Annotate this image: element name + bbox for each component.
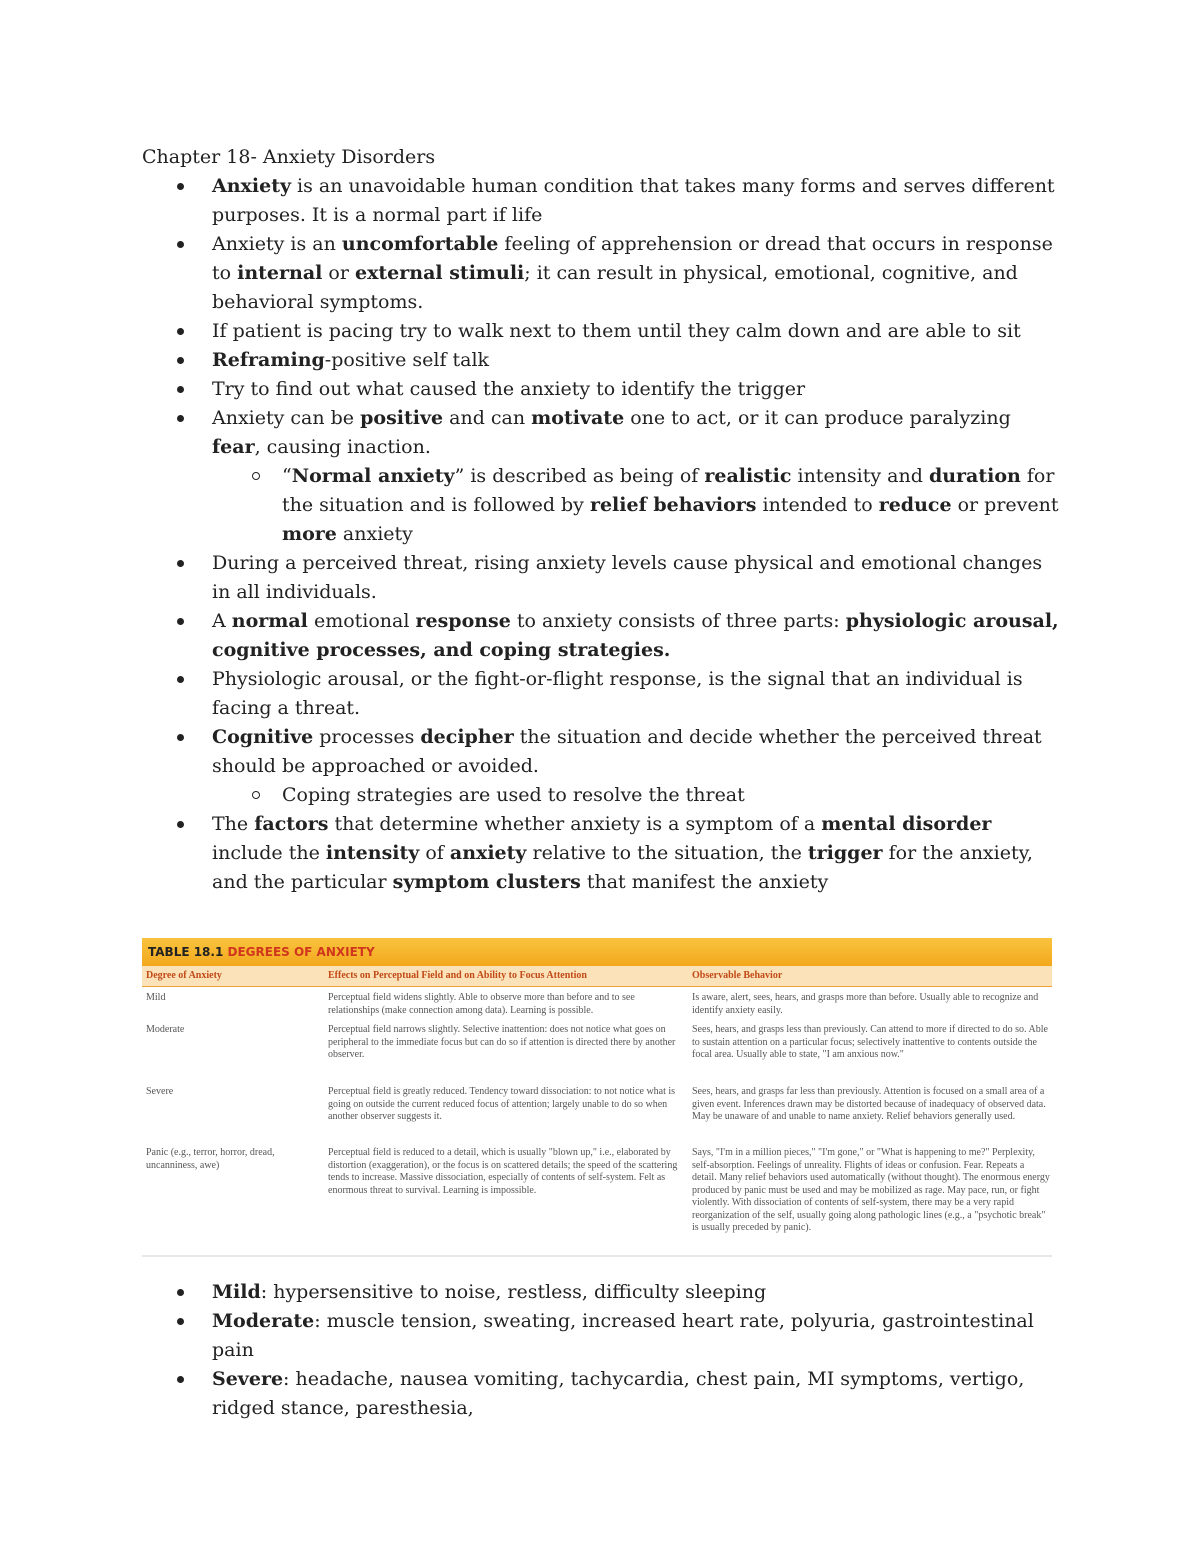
hollow-bullet-icon (252, 472, 260, 480)
header-effects: Effects on Perceptual Field and on Ability to Focus Attention (328, 970, 587, 981)
bold-term: Severe (212, 1368, 284, 1390)
text-run: is an unavoidable human condition that takes many forms and serves different purposes. It is a normal part if life (212, 175, 1055, 226)
notes-section (142, 143, 1062, 897)
bullet-icon (177, 357, 184, 364)
text-run: processes (313, 726, 421, 748)
text-run: and can (443, 407, 532, 429)
text-run: Anxiety is an (212, 233, 342, 255)
list-item (142, 723, 1062, 781)
text-run: or prevent (951, 494, 1059, 516)
bold-term: external stimuli (354, 262, 525, 284)
text-run: or (322, 262, 355, 284)
bullet-list-main (142, 172, 1062, 897)
bold-term: response (415, 610, 511, 632)
bullet-icon (177, 328, 184, 335)
bold-term: motivate (531, 407, 625, 429)
text-run: , causing inaction. (254, 436, 431, 458)
cell-effects: Perceptual field widens slightly. Able to observe more than before and to see relationships (make connection among data). Learning is possible. (328, 992, 635, 1016)
bullet-icon (177, 676, 184, 683)
list-item (142, 346, 1062, 375)
bullet-icon (177, 1289, 184, 1296)
cell-effects: Perceptual field is greatly reduced. Tendency toward dissociation: to not notice what is going on outside the current reduced focus of attention; largely unable to do so when another observer suggests it. (328, 1086, 676, 1122)
text-run: feeling of apprehension or dread that occurs in response to (212, 233, 1053, 284)
bold-term: duration (928, 465, 1021, 487)
list-item (142, 462, 1062, 549)
list-item (142, 607, 1062, 665)
text-run: ; it can result in physical, emotional, cognitive, and behavioral symptoms. (212, 262, 1018, 313)
bullet-icon (177, 560, 184, 567)
bold-term: decipher (420, 726, 514, 748)
text-run: one to act, or it can produce paralyzing (624, 407, 1011, 429)
text-run: intended to (756, 494, 879, 516)
bold-term: more (282, 523, 337, 545)
bold-term: uncomfortable (341, 233, 499, 255)
table-bottom-rule (142, 1255, 1052, 1257)
table-title (142, 938, 1052, 966)
cell-behavior: Says, "I'm in a million pieces," "I'm gone," or "What is happening to me?" Perplexity, self-absorption. Feelings of unreality. Flights of ideas or confusion. Fear. Repeats a detail. Many relief behaviors used automatically (without thought). The enormous energy produced by panic must be used and may be mobilized as rage. May pace, run, or fight violently. With dissociation of contents of self-system, there may be a very rapid reorganization of the self, usually going along pathologic lines (e.g., a "psychotic break" is usually preceded by panic). (692, 1147, 1050, 1233)
bullet-icon (177, 1376, 184, 1383)
bold-term: Moderate (212, 1310, 315, 1332)
text-run: that manifest the anxiety (580, 871, 829, 893)
header-behavior: Observable Behavior (692, 970, 783, 981)
text-run: “ (282, 465, 292, 487)
table-name: DEGREES OF ANXIETY (227, 945, 375, 959)
text-run: that determine whether anxiety is a symptom of a (328, 813, 822, 835)
bold-term: positive (360, 407, 444, 429)
text-run: Coping strategies are used to resolve the threat (282, 784, 745, 806)
cell-effects: Perceptual field narrows slightly. Selective inattention: does not notice what goes on peripheral to the immediate focus but can do so if attention is directed there by another observer. (328, 1024, 676, 1060)
bold-term: internal (237, 262, 323, 284)
text-run: to anxiety consists of three parts: (510, 610, 846, 632)
list-item (142, 1365, 1062, 1423)
bold-term: Normal anxiety (291, 465, 455, 487)
text-run: for the situation and is followed by (282, 465, 1055, 516)
bold-term: anxiety (449, 842, 527, 864)
bullet-icon (177, 241, 184, 248)
bold-term: relief behaviors (589, 494, 757, 516)
text-run: for the anxiety, and the particular (212, 842, 1033, 893)
text-run: The (212, 813, 255, 835)
list-item (142, 172, 1062, 230)
bold-term: fear (212, 436, 255, 458)
bullet-icon (177, 415, 184, 422)
text-run: the situation and decide whether the perceived threat should be approached or avoided. (212, 726, 1042, 777)
bold-term: realistic (704, 465, 792, 487)
symptoms-section (142, 1278, 1062, 1423)
cell-behavior: Is aware, alert, sees, hears, and grasps more than before. Usually able to recognize and identify anxiety easily. (692, 992, 1039, 1016)
bold-term: physiologic arousal, cognitive processes, and coping strategies. (212, 610, 1059, 661)
text-run: relative to the situation, the (526, 842, 808, 864)
list-item (142, 665, 1062, 723)
text-run: Anxiety can be (212, 407, 361, 429)
text-run: If patient is pacing try to walk next to them until they calm down and are able to sit (212, 320, 1021, 342)
list-item (142, 781, 1062, 810)
text-run: Physiologic arousal, or the fight-or-flight response, is the signal that an individual is facing a threat. (212, 668, 1023, 719)
bold-term: Mild (212, 1281, 261, 1303)
list-item (142, 549, 1062, 607)
text-run: ” is described as being of (454, 465, 705, 487)
cell-degree: Mild (146, 992, 166, 1003)
list-item (142, 404, 1062, 462)
bold-term: symptom clusters (392, 871, 581, 893)
bullet-list-symptoms (142, 1278, 1062, 1423)
bullet-icon (177, 183, 184, 190)
list-item (142, 810, 1062, 897)
cell-behavior: Sees, hears, and grasps less than previously. Can attend to more if directed to do so. Able to sustain attention on a particular focus; selectively inattentive to contents outside the focal area. Usually able to state, "I am anxious now." (692, 1024, 1048, 1060)
list-item (142, 230, 1062, 317)
bold-term: mental disorder (821, 813, 992, 835)
list-item (142, 317, 1062, 346)
bullet-icon (177, 386, 184, 393)
bold-term: factors (254, 813, 329, 835)
list-item (142, 375, 1062, 404)
bullet-icon (177, 734, 184, 741)
text-run: intensity and (791, 465, 929, 487)
text-run: of (419, 842, 450, 864)
cell-degree: Severe (146, 1086, 174, 1097)
header-degree: Degree of Anxiety (146, 970, 222, 981)
text-run: anxiety (336, 523, 413, 545)
bullet-icon (177, 821, 184, 828)
bold-term: normal (231, 610, 308, 632)
hollow-bullet-icon (252, 791, 260, 799)
text-run: : headache, nausea vomiting, tachycardia, chest pain, MI symptoms, vertigo, ridged stance, paresthesia, (212, 1368, 1025, 1419)
table-number: TABLE 18.1 (148, 945, 224, 959)
degrees-of-anxiety-table (142, 938, 1052, 1258)
bold-term: Cognitive (212, 726, 314, 748)
text-run: During a perceived threat, rising anxiety levels cause physical and emotional changes in all individuals. (212, 552, 1043, 603)
bold-term: reduce (878, 494, 952, 516)
bold-term: Reframing (212, 349, 325, 371)
cell-effects: Perceptual field is reduced to a detail, which is usually "blown up," i.e., elaborated by distortion (exaggeration), or the focus is on scattered details; the speed of the scattering tends to increase. Massive dissociation, especially of contents of self-system. Felt as enormous threat to survival. Learning is impossible. (328, 1147, 678, 1196)
list-item (142, 1278, 1062, 1307)
cell-degree: Moderate (146, 1024, 185, 1035)
cell-behavior: Sees, hears, and grasps far less than previously. Attention is focused on a small area of a given event. Inferences drawn may be distorted because of inadequacy of observed data. May be unaware of and unable to name anxiety. Relief behaviors generally used. (692, 1086, 1046, 1122)
bullet-icon (177, 1318, 184, 1325)
text-run: A (212, 610, 232, 632)
bold-term: trigger (807, 842, 883, 864)
text-run: Try to find out what caused the anxiety to identify the trigger (212, 378, 806, 400)
text-run: emotional (307, 610, 416, 632)
bullet-icon (177, 618, 184, 625)
table-header-row (142, 966, 1052, 987)
cell-degree: Panic (e.g., terror, horror, dread, uncanniness, awe) (146, 1147, 275, 1171)
text-run: : muscle tension, sweating, increased heart rate, polyuria, gastrointestinal pain (212, 1310, 1034, 1361)
text-run: -positive self talk (324, 349, 490, 371)
text-run: : hypersensitive to noise, restless, difficulty sleeping (260, 1281, 767, 1303)
page-title: Chapter 18- Anxiety Disorders (142, 146, 436, 168)
text-run: include the (212, 842, 326, 864)
bold-term: intensity (325, 842, 420, 864)
list-item (142, 1307, 1062, 1365)
bold-term: Anxiety (212, 175, 292, 197)
